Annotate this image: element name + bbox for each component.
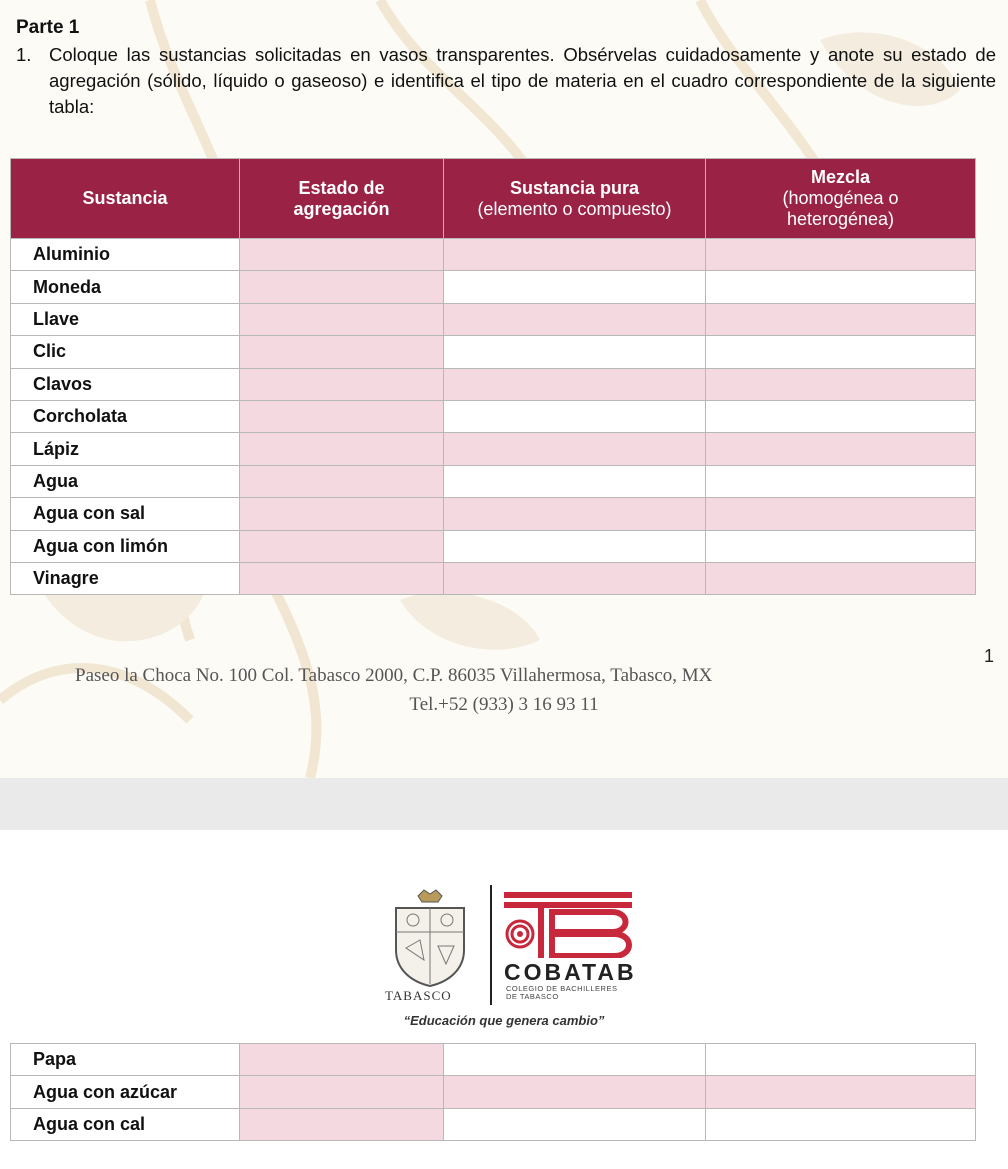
mezcla-cell[interactable] [706,1076,976,1108]
address-line: Paseo la Choca No. 100 Col. Tabasco 2000, C.P. 86035 Villahermosa, Tabasco, MX [75,665,713,686]
estado-cell[interactable] [240,433,444,465]
header-sustancia: Sustancia [11,159,240,239]
pura-cell[interactable] [444,1108,706,1140]
mezcla-cell[interactable] [706,303,976,335]
page-separator [0,778,1008,830]
estado-cell[interactable] [240,336,444,368]
mezcla-cell[interactable] [706,465,976,497]
row-label: Clavos [11,368,240,400]
estado-cell[interactable] [240,562,444,594]
tabasco-label: TABASCO [385,988,452,1003]
estado-cell[interactable] [240,400,444,432]
substances-table [10,158,976,595]
estado-cell[interactable] [240,368,444,400]
cobatab-subtitle: DE TABASCO [506,992,559,1001]
pura-cell[interactable] [444,1044,706,1076]
table-row [11,400,976,432]
estado-cell[interactable] [240,271,444,303]
row-label: Agua [11,465,240,497]
pura-cell[interactable] [444,562,706,594]
instruction [16,42,996,120]
pura-cell[interactable] [444,433,706,465]
mezcla-cell[interactable] [706,562,976,594]
header-mezcla: Mezcla (homogénea o heterogénea) [706,159,976,239]
table-row [11,303,976,335]
logo-divider [490,885,492,1005]
table-row [11,498,976,530]
row-label: Moneda [11,271,240,303]
row-label: Vinagre [11,562,240,594]
cobatab-name: COBATAB [504,959,637,985]
row-label: Agua con cal [11,1108,240,1140]
section-heading: Parte 1 [16,17,80,38]
pura-cell[interactable] [444,336,706,368]
substances-table-continued [10,1043,976,1141]
mezcla-cell[interactable] [706,433,976,465]
slogan: “Educación que genera cambio” [403,1013,605,1028]
estado-cell[interactable] [240,1044,444,1076]
row-label: Agua con limón [11,530,240,562]
estado-cell[interactable] [240,530,444,562]
table-row [11,433,976,465]
row-label: Agua con sal [11,498,240,530]
row-label: Clic [11,336,240,368]
row-label: Llave [11,303,240,335]
estado-cell[interactable] [240,498,444,530]
table-row [11,1076,976,1108]
row-label: Lápiz [11,433,240,465]
table-row [11,562,976,594]
table-row [11,465,976,497]
table-row [11,239,976,271]
table-row [11,530,976,562]
table-row [11,336,976,368]
estado-cell[interactable] [240,465,444,497]
mezcla-cell[interactable] [706,368,976,400]
row-label: Papa [11,1044,240,1076]
pura-cell[interactable] [444,303,706,335]
pura-cell[interactable] [444,400,706,432]
pura-cell[interactable] [444,498,706,530]
header-sustancia-pura: Sustancia pura (elemento o compuesto) [444,159,706,239]
estado-cell[interactable] [240,303,444,335]
row-label: Corcholata [11,400,240,432]
instruction-text: Coloque las sustancias solicitadas en vasos transparentes. Obsérvelas cuidadosamente y anote su estado de agregación (sólido, líquido o gaseoso) e identifica el tipo de materia en el cuadro correspondiente de la siguiente tabla: [49,44,996,117]
tabasco-shield-icon [388,888,472,988]
header-estado: Estado de agregación [240,159,444,239]
mezcla-cell[interactable] [706,239,976,271]
mezcla-cell[interactable] [706,1044,976,1076]
logo-area [380,880,640,1010]
instruction-number: 1. [16,44,32,65]
mezcla-cell[interactable] [706,530,976,562]
estado-cell[interactable] [240,239,444,271]
mezcla-cell[interactable] [706,498,976,530]
table-row [11,271,976,303]
mezcla-cell[interactable] [706,336,976,368]
mezcla-cell[interactable] [706,1108,976,1140]
pura-cell[interactable] [444,1076,706,1108]
row-label: Agua con azúcar [11,1076,240,1108]
mezcla-cell[interactable] [706,400,976,432]
estado-cell[interactable] [240,1108,444,1140]
table-row [11,1108,976,1140]
row-label: Aluminio [11,239,240,271]
table-row [11,368,976,400]
table-row [11,1044,976,1076]
estado-cell[interactable] [240,1076,444,1108]
pura-cell[interactable] [444,368,706,400]
pura-cell[interactable] [444,271,706,303]
phone-line: Tel.+52 (933) 3 16 93 11 [409,694,599,715]
mezcla-cell[interactable] [706,271,976,303]
pura-cell[interactable] [444,530,706,562]
cobatab-subtitle: COLEGIO DE BACHILLERES [506,984,618,993]
cobatab-logo-icon [504,892,636,958]
page-number: 1 [984,646,995,666]
pura-cell[interactable] [444,465,706,497]
pura-cell[interactable] [444,239,706,271]
